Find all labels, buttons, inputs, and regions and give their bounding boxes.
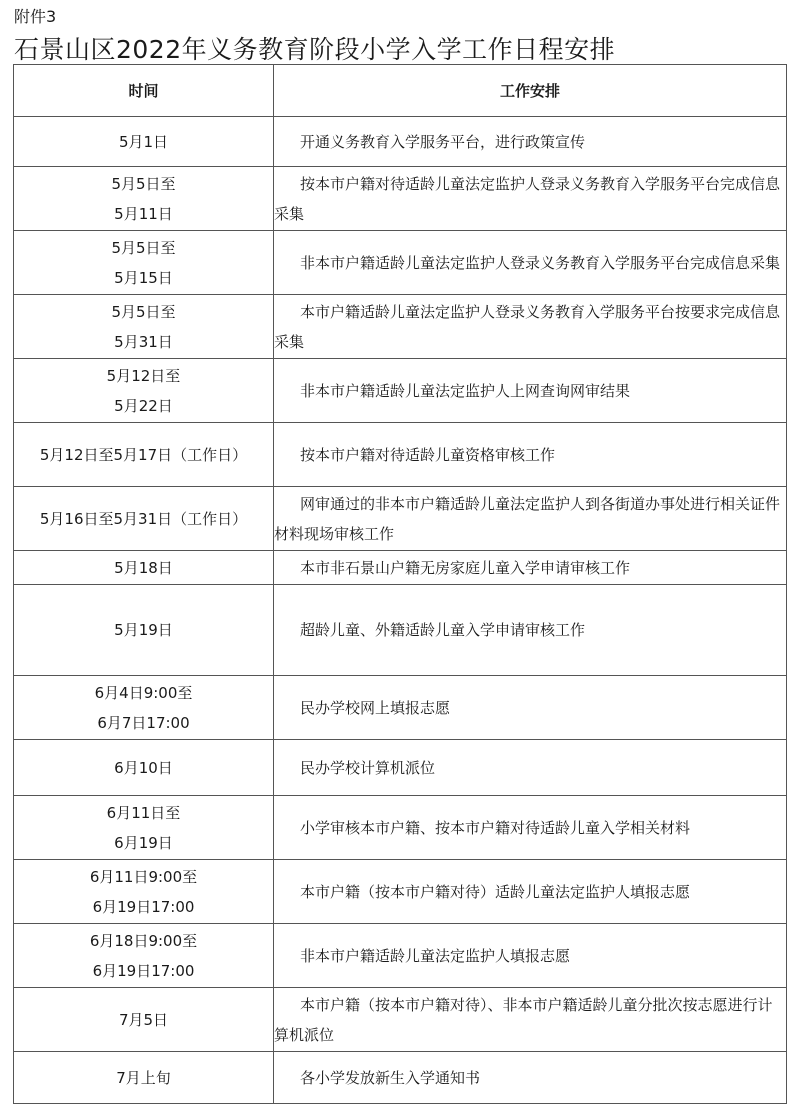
- table-row: [14, 585, 787, 676]
- time-line: 7月5日: [118, 1010, 169, 1029]
- time-cell: [14, 551, 274, 585]
- time-line: 6月19日17:00: [92, 897, 195, 916]
- time-line: 6月11日9:00至: [89, 867, 198, 886]
- task-cell: [274, 796, 787, 860]
- schedule-table: [13, 64, 787, 1104]
- task-cell: [274, 487, 787, 551]
- table-row: [14, 423, 787, 487]
- time-cell: [14, 117, 274, 167]
- time-line: 5月5日至: [111, 238, 176, 257]
- time-line: 5月31日: [114, 332, 173, 351]
- table-row: [14, 359, 787, 423]
- table-row: [14, 551, 787, 585]
- time-line: 5月5日至: [111, 302, 176, 321]
- time-cell: [14, 167, 274, 231]
- header-task: 工作安排: [274, 65, 787, 117]
- task-cell: [274, 117, 787, 167]
- time-line: 5月1日: [118, 132, 169, 151]
- table-row: [14, 167, 787, 231]
- time-line: 6月19日: [114, 833, 173, 852]
- time-line: 6月18日9:00至: [89, 931, 198, 950]
- task-cell: [274, 860, 787, 924]
- time-cell: [14, 988, 274, 1052]
- task-text: 非本市户籍适龄儿童法定监护人登录义务教育入学服务平台完成信息采集: [300, 253, 781, 272]
- time-cell: [14, 1052, 274, 1104]
- task-text: 各小学发放新生入学通知书: [300, 1068, 481, 1087]
- time-line: 5月19日: [114, 621, 173, 639]
- time-line: 6月19日17:00: [92, 961, 195, 980]
- task-text: 民办学校网上填报志愿: [300, 698, 451, 717]
- time-line: 5月15日: [114, 268, 173, 287]
- time-cell: [14, 860, 274, 924]
- time-line: 5月11日: [114, 204, 173, 223]
- table-row: [14, 860, 787, 924]
- task-cell: [274, 231, 787, 295]
- time-cell: [14, 924, 274, 988]
- task-cell: [274, 551, 787, 585]
- document-title: 石景山区2022年义务教育阶段小学入学工作日程安排: [14, 35, 616, 64]
- header-time: 时间: [14, 65, 274, 117]
- task-text: 本市户籍（按本市户籍对待）适龄儿童法定监护人填报志愿: [300, 882, 691, 901]
- task-text: 本市非石景山户籍无房家庭儿童入学申请审核工作: [300, 558, 631, 577]
- table-row: [14, 487, 787, 551]
- task-text: 超龄儿童、外籍适龄儿童入学申请审核工作: [300, 621, 586, 639]
- table-row: [14, 676, 787, 740]
- time-cell: [14, 295, 274, 359]
- table-row: [14, 988, 787, 1052]
- time-line: 6月4日9:00至: [94, 683, 193, 702]
- task-cell: [274, 988, 787, 1052]
- time-line: 7月上旬: [116, 1068, 171, 1087]
- task-text: 小学审核本市户籍、按本市户籍对待适龄儿童入学相关材料: [300, 818, 691, 837]
- time-cell: [14, 423, 274, 487]
- time-line: 5月22日: [114, 396, 173, 415]
- task-cell: [274, 295, 787, 359]
- time-cell: [14, 796, 274, 860]
- task-text: 非本市户籍适龄儿童法定监护人上网查询网审结果: [300, 381, 631, 400]
- time-cell: [14, 740, 274, 796]
- time-line: 5月12日至: [106, 366, 181, 385]
- time-line: 6月7日17:00: [97, 713, 190, 732]
- table-row: [14, 796, 787, 860]
- task-text: 网审通过的非本市户籍适龄儿童法定监护人到各街道办事处进行相关证件材料现场审核工作: [274, 494, 781, 543]
- time-cell: [14, 231, 274, 295]
- task-cell: [274, 1052, 787, 1104]
- time-cell: [14, 676, 274, 740]
- task-text: 本市户籍适龄儿童法定监护人登录义务教育入学服务平台按要求完成信息采集: [274, 302, 781, 351]
- time-line: 5月5日至: [111, 174, 176, 193]
- table-row: [14, 740, 787, 796]
- task-cell: [274, 676, 787, 740]
- time-line: 6月11日至: [106, 803, 181, 822]
- time-line: 6月10日: [114, 758, 173, 777]
- task-text: 按本市户籍对待适龄儿童法定监护人登录义务教育入学服务平台完成信息采集: [274, 174, 781, 223]
- time-cell: [14, 487, 274, 551]
- task-text: 按本市户籍对待适龄儿童资格审核工作: [300, 445, 556, 464]
- time-cell: [14, 359, 274, 423]
- task-text: 开通义务教育入学服务平台，进行政策宣传: [300, 132, 586, 151]
- task-cell: [274, 585, 787, 676]
- task-text: 本市户籍（按本市户籍对待）、非本市户籍适龄儿童分批次按志愿进行计算机派位: [274, 995, 773, 1044]
- task-cell: [274, 740, 787, 796]
- task-text: 民办学校计算机派位: [300, 758, 436, 777]
- table-header-row: [14, 65, 787, 117]
- task-cell: [274, 924, 787, 988]
- time-line: 5月18日: [114, 558, 173, 577]
- task-cell: [274, 167, 787, 231]
- task-cell: [274, 359, 787, 423]
- table-row: [14, 924, 787, 988]
- time-line: 5月16日至5月31日（工作日）: [39, 509, 248, 528]
- table-row: [14, 1052, 787, 1104]
- table-row: [14, 295, 787, 359]
- task-cell: [274, 423, 787, 487]
- table-row: [14, 231, 787, 295]
- time-cell: [14, 585, 274, 676]
- attachment-label: 附件3: [14, 7, 57, 26]
- task-text: 非本市户籍适龄儿童法定监护人填报志愿: [300, 946, 571, 965]
- table-row: [14, 117, 787, 167]
- time-line: 5月12日至5月17日（工作日）: [39, 445, 248, 464]
